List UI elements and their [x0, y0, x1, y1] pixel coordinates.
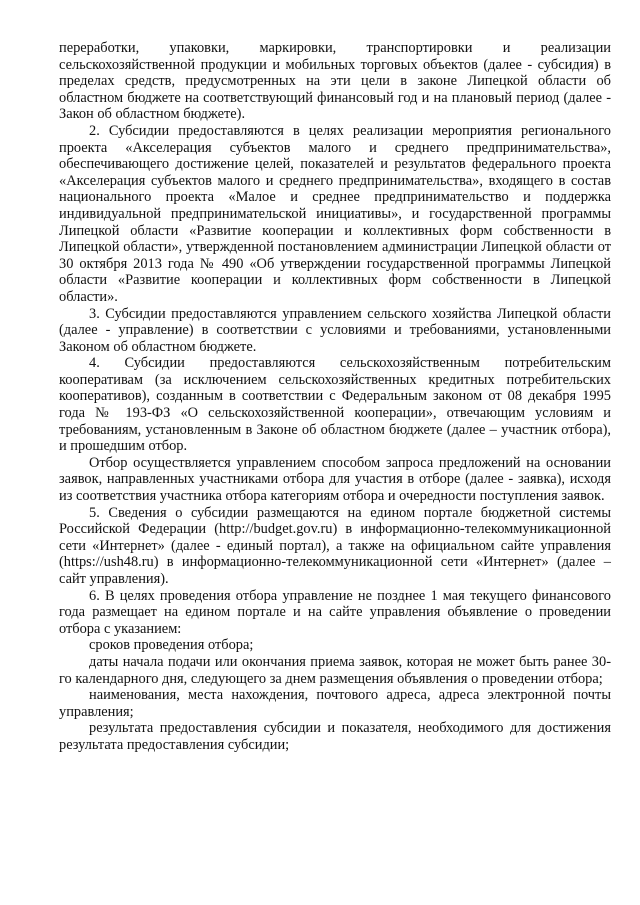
list-item-deadlines: сроков проведения отбора;	[89, 637, 254, 654]
paragraph-continuation: переработки, упаковки, маркировки, транспортировки и реализации сельскохозяйственной продукции и мобильных торговых объектов (далее - субсидия) в пределах средств, предусмотренных на эти цели в законе Липецкой области об областном бюджете на соответствующий финансовый год и на плановый период (далее - Закон об областном бюджете).	[59, 40, 611, 123]
list-item-results: результата предоставления субсидии и показателя, необходимого для достижения результата предоставления субсидии;	[59, 720, 611, 753]
paragraph-2: 2. Субсидии предоставляются в целях реализации мероприятия регионального проекта «Акселерация субъектов малого и среднего предпринимательства», обеспечивающего достижение целей, показателей и результатов федерального проекта «Акселерация субъектов малого и среднего предпринимательства», входящего в состав национального проекта «Малое и среднее предпринимательство и поддержка индивидуальной предпринимательской инициативы», и государственной программы Липецкой области «Развитие кооперации и коллективных форм собственности в Липецкой области», утвержденной постановлением администрации Липецкой области от 30 октября 2013 года № 490 «Об утверждении государственной программы Липецкой области «Развитие кооперации и коллективных форм собственности в Липецкой области».	[59, 122, 611, 305]
document-page	[59, 40, 611, 754]
paragraph-3: 3. Субсидии предоставляются управлением сельского хозяйства Липецкой области (далее - управление) в соответствии с условиями и требованиями, установленными Законом об областном бюджете.	[59, 305, 611, 355]
paragraph-4: 4. Субсидии предоставляются сельскохозяйственным потребительским кооперативам (за исключением сельскохозяйственных кредитных потребительских кооперативов), созданным в соответствии с Федеральным законом от 08 декабря 1995 года № 193-ФЗ «О сельскохозяйственной кооперации», отвечающим условиям и требованиям, установленным в Законе об областном бюджете (далее – участник отбора), и прошедшим отбор.	[59, 355, 611, 455]
list-item-dates: даты начала подачи или окончания приема заявок, которая не может быть ранее 30-го календарного дня, следующего за днем размещения объявления о проведении отбора;	[59, 653, 611, 687]
list-item-contacts: наименования, места нахождения, почтового адреса, адреса электронной почты управления;	[59, 687, 611, 720]
paragraph-6: 6. В целях проведения отбора управление не позднее 1 мая текущего финансового года размещает на едином портале и на сайте управления объявление о проведении отбора с указанием:	[59, 587, 611, 637]
paragraph-5: 5. Сведения о субсидии размещаются на едином портале бюджетной системы Российской Федерации (http://budget.gov.ru) в информационно-телекоммуникационной сети «Интернет» (далее - единый портал), а также на официальном сайте управления (https://ush48.ru) в информационно-телекоммуникационной сети «Интернет» (далее – сайт управления).	[59, 504, 611, 587]
paragraph-selection: Отбор осуществляется управлением способом запроса предложений на основании заявок, направленных участниками отбора для участия в отборе (далее - заявка), исходя из соответствия участника отбора категориям отбора и очередности поступления заявок.	[59, 454, 611, 505]
